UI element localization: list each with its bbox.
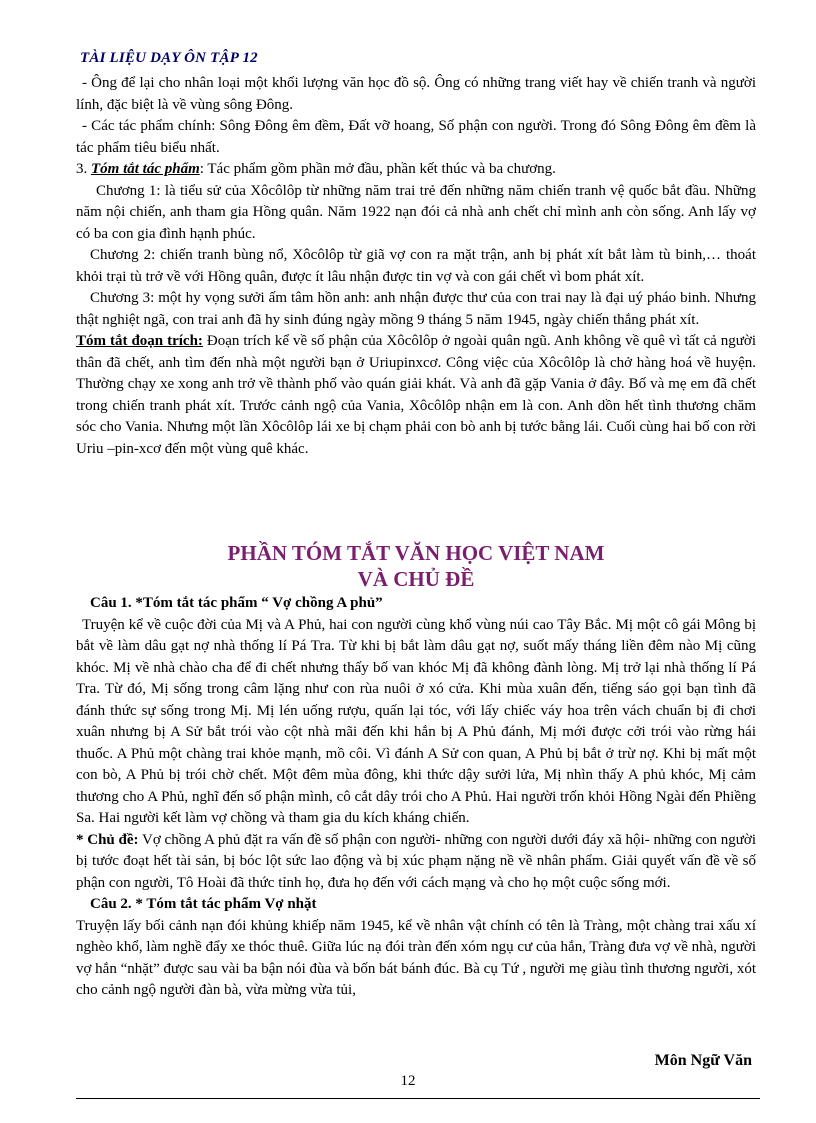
paragraph-chapter-2: Chương 2: chiến tranh bùng nổ, Xôcôlôp từ giã vợ con ra mặt trận, anh bị phát xít bắt làm tù binh,… thoát khỏi trại tù trở về với Hồng quân, được ít lâu nhận được tin vợ và con gái chết vì bom phát xít. xyxy=(76,247,756,285)
work-summary-label: Tóm tắt tác phẩm xyxy=(91,161,200,177)
paragraph-chapter-1: Chương 1: là tiểu sử của Xôcôlôp từ những năm trai trẻ đến những năm chiến tranh vệ quốc bắt đầu. Những năm nội chiến, anh tham gia Hồng quân. Năm 1922 nạn đói cả nhà anh chết chỉ mình anh còn sống. Anh lấy vợ có ba con gia đình hạnh phúc. xyxy=(76,182,756,242)
top-section xyxy=(76,73,756,460)
paragraph-chapter-3: Chương 3: một hy vọng sưởi ấm tâm hồn anh: anh nhận được thư của con trai nay là đại uý pháo binh. Nhưng thật nghiệt ngã, con trai anh đã hy sinh đúng ngày mồng 9 tháng 5 năm 1945, ngày chiến thắng phát xít. xyxy=(76,290,756,328)
document-header: TÀI LIỆU DẠY ÔN TẬP 12 xyxy=(80,50,258,66)
theme-label: * Chủ đề: xyxy=(76,831,139,848)
section-title-line-2: VÀ CHỦ ĐỀ xyxy=(357,567,475,591)
section-title xyxy=(76,540,756,592)
question-1-summary: Truyện kể về cuộc đời của Mị và A Phủ, hai con người cùng khổ vùng núi cao Tây Bắc. Mị một cô gái Mông bị bắt về làm dâu gạt nợ nhà thống lí Pá Tra. Từ khi bị bắt làm dâu gạt nợ, suốt mấy tháng liền đêm nào Mị cũng khóc. Mị về nhà chào cha để đi chết nhưng thấy bố van khóc Mị đã không đành lòng. Mị trở lại nhà thống lí Pá Tra. Từ đó, Mị sống trong câm lặng như con rùa nuôi ở xó cửa. Khi mùa xuân đến, tiếng sáo gọi bạn tình đã đánh thức sự sống trong Mị. Mị lén uống rượu, quấn lại tóc, với lấy chiếc váy hoa trên vách chuẩn bị đi chơi xuân nhưng bị A Sử bắt trói vào cột nhà mãi đến khi hắn bị A Phủ đánh, Mị mới được cởi trói vào rừng hái thuốc. A Phủ một chàng trai khỏe mạnh, mồ côi. Vì đánh A Sử con quan, A Phủ bị bắt ở trừ nợ. Khi bị mất một con bò, A Phủ bị trói chờ chết. Một đêm mùa đông, khi thức dậy sưởi lửa, Mị nhìn thấy A phủ khóc, Mị cảm thương cho A Phủ, nghĩ đến số phận mình, cô cắt dây trói cho A Phủ. Hai người trốn khỏi Hồng Ngài đến Phiềng Sa. Hai người kết làm vợ chồng và tham gia du kích kháng chiến. xyxy=(76,616,756,826)
footer-divider xyxy=(76,1098,760,1099)
page-number: 12 xyxy=(400,1073,416,1089)
paragraph-main-works: - Các tác phẩm chính: Sông Đông êm đềm, Đất vỡ hoang, Số phận con người. Trong đó Sông Đông êm đềm là tác phẩm tiêu biểu nhất. xyxy=(76,118,756,156)
question-1-heading: Câu 1. *Tóm tắt tác phẩm “ Vợ chồng A phủ” xyxy=(90,595,383,611)
subject-label: Môn Ngữ Văn xyxy=(654,1052,752,1069)
excerpt-summary-text: Đoạn trích kể về số phận của Xôcôlôp ở ngoài quân ngũ. Anh không về quê vì tất cả người thân đã chết, anh tìm đến nhà một người bạn ở Uriupinxcơ. Công việc của Xôcôlôp là chở hàng hoá về huyện. Thường chạy xe xong anh trở về thành phố vào quán giải khát. Và anh đã gặp Vania ở đây. Bố và mẹ em đã chết trong chiến tranh phát xít. Trước cảnh ngộ của Vania, Xôcôlôp nhận em là con. Anh dồn hết tình thương chăm sóc cho Vania. Nhưng một lần Xôcôlôp lái xe bị chạm phải con bò anh bị tước bằng lái. Cuối cùng hai bố con rời Uriu –pin-xcơ đến một vùng quê khác. xyxy=(76,333,756,457)
paragraph-author-legacy: - Ông để lại cho nhân loại một khối lượng văn học đồ sộ. Ông có những trang viết hay về chiến tranh và người lính, đặc biệt là về vùng sông Đông. xyxy=(76,75,756,113)
questions-section xyxy=(76,593,756,1002)
question-1-theme xyxy=(76,830,756,895)
paragraph-work-summary xyxy=(76,159,756,181)
work-summary-text: : Tác phẩm gồm phần mở đầu, phần kết thúc và ba chương. xyxy=(199,161,556,177)
theme-text: Vợ chồng A phủ đặt ra vấn đề số phận con người- những con người dưới đáy xã hội- những con người bị tước đoạt hết tài sản, bị bóc lột sức lao động và bị xúc phạm nặng nề về nhân phẩm. Giải quyết vấn đề về số phận con người, Tô Hoài đã thức tỉnh họ, đưa họ đến với cách mạng và cho họ một cuộc sống mới. xyxy=(76,831,757,891)
section-title-line-1: PHẦN TÓM TẮT VĂN HỌC VIỆT NAM xyxy=(227,541,605,565)
question-2-summary: Truyện lấy bối cảnh nạn đói khủng khiếp năm 1945, kể về nhân vật chính có tên là Tràng, một chàng trai xấu xí nghèo khổ, làm nghề đẩy xe thóc thuê. Giữa lúc nạ đói tràn đến xóm ngụ cư của hắn, Tràng đưa vợ về nhà, người vợ hắn “nhặt” được sau vài ba bận nói đùa và bốn bát bánh đúc. Bà cụ Tứ , người mẹ giàu tình thương người, xót cho cảnh ngộ người đàn bà, vừa mừng vừa tủi, xyxy=(76,917,756,998)
excerpt-summary-label: Tóm tắt đoạn trích: xyxy=(76,333,203,349)
paragraph-excerpt-summary xyxy=(76,331,756,460)
item-number: 3. xyxy=(76,161,88,177)
question-2-heading: Câu 2. * Tóm tắt tác phẩm Vợ nhặt xyxy=(90,896,317,912)
